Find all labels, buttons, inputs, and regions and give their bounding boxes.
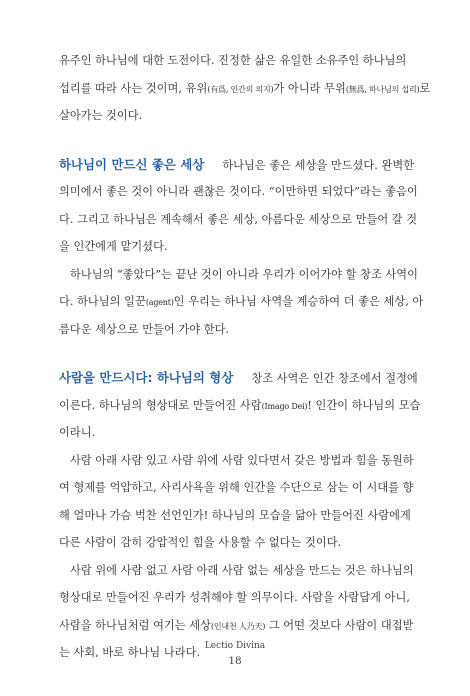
paragraph-line: 사람 위에 사람 없고 사람 아래 사람 없는 세상을 만드는 것은 하나님의: [70, 563, 414, 577]
paragraph-line: [59, 612, 414, 640]
paragraph-line: 살아가는 것이다.: [59, 109, 143, 122]
paragraph-line: [59, 288, 424, 316]
paragraph-line: 형상대로 만들어진 우리가 성취해야 할 의무이다. 사람을 사람답게 아니,: [59, 591, 410, 604]
text-run: 하나님은 좋은 세상을 만드셨다. 완벽한: [222, 158, 415, 172]
annotation: (Imago Dei): [261, 401, 308, 411]
body-text: [59, 47, 431, 667]
paragraph-line: 다른 사람이 감히 강압적인 힘을 사용할 수 없다는 것이다.: [59, 536, 342, 549]
text-run: 섭리를 따라 사는 것이며, 유위: [59, 81, 208, 95]
annotation: (無爲, 하나님의 섭리): [345, 84, 420, 94]
text-run: 창조 사역은 인간 창조에서 절정에: [251, 372, 418, 385]
paragraph-line: [59, 75, 431, 103]
paragraph-line: 름다운 세상으로 만들어 가야 한다.: [59, 322, 230, 336]
paragraph-line: 이라니.: [59, 426, 96, 439]
paragraph-line: 하나님의 “좋았다”는 끝난 것이 아니라 우리가 이어가야 할 창조 사역이: [70, 267, 418, 281]
annotation: (인내천 人乃天): [210, 621, 266, 631]
paragraph-line: 해 얼마나 가슴 벅찬 선언인가! 하나님의 모습을 닮아 만들어진 사람에게: [59, 508, 411, 522]
paragraph-line: 사람 아래 사람 있고 사람 위에 사람 있다면서 갖은 방법과 힘을 동원하: [70, 453, 414, 467]
paragraph-line: [59, 151, 415, 179]
paragraph-line: 다. 그리고 하나님은 계속해서 좋은 세상, 아름다운 세상으로 만들어 갈 것: [59, 212, 418, 226]
text-run: 로: [419, 81, 431, 95]
paragraph-line: 을 인간에게 맡기셨다.: [59, 240, 168, 253]
text-run: 사람을 하나님처럼 여기는 세상: [59, 618, 211, 632]
paragraph-line: 여 형제를 억압하고, 사리사욕을 위해 인간을 수단으로 삼는 이 시대를 향: [59, 481, 414, 494]
paragraph-line: [59, 364, 418, 392]
text-run: 그 어떤 것보다 사람이 대접받: [265, 618, 414, 632]
text-run: 가 아니라 무위: [273, 81, 346, 95]
text-run: 다. 하나님의 일꾼: [59, 295, 146, 308]
section-heading: 하나님이 만드신 좋은 세상: [59, 156, 205, 172]
book-title-footer: Lectio Divina: [204, 641, 266, 651]
paragraph-line: 는 사회, 바로 하나님 나라다.: [59, 646, 201, 659]
paragraph-line: [59, 392, 421, 420]
paragraph-line: 유주인 하나님에 대한 도전이다. 진정한 삶은 유일한 소유주인 하나님의: [59, 54, 407, 67]
text-run: ! 인간이 하나님의 모습: [307, 398, 421, 412]
paragraph-line: 의미에서 좋은 것이 아니라 괜찮은 것이다. “이만하면 되었다”라는 좋음이: [59, 185, 418, 198]
text-run: 인 우리는 하나님 사역을 계승하여 더 좋은 세상, 아: [173, 295, 424, 308]
annotation: (有爲, 인간의 의지): [207, 84, 274, 94]
section-heading: 사람을 만드시다: 하나님의 형상: [59, 370, 234, 385]
annotation: (agent): [145, 298, 174, 307]
text-run: 이른다. 하나님의 형상대로 만들어진 사람: [59, 398, 262, 412]
page-number: 18: [228, 655, 242, 667]
